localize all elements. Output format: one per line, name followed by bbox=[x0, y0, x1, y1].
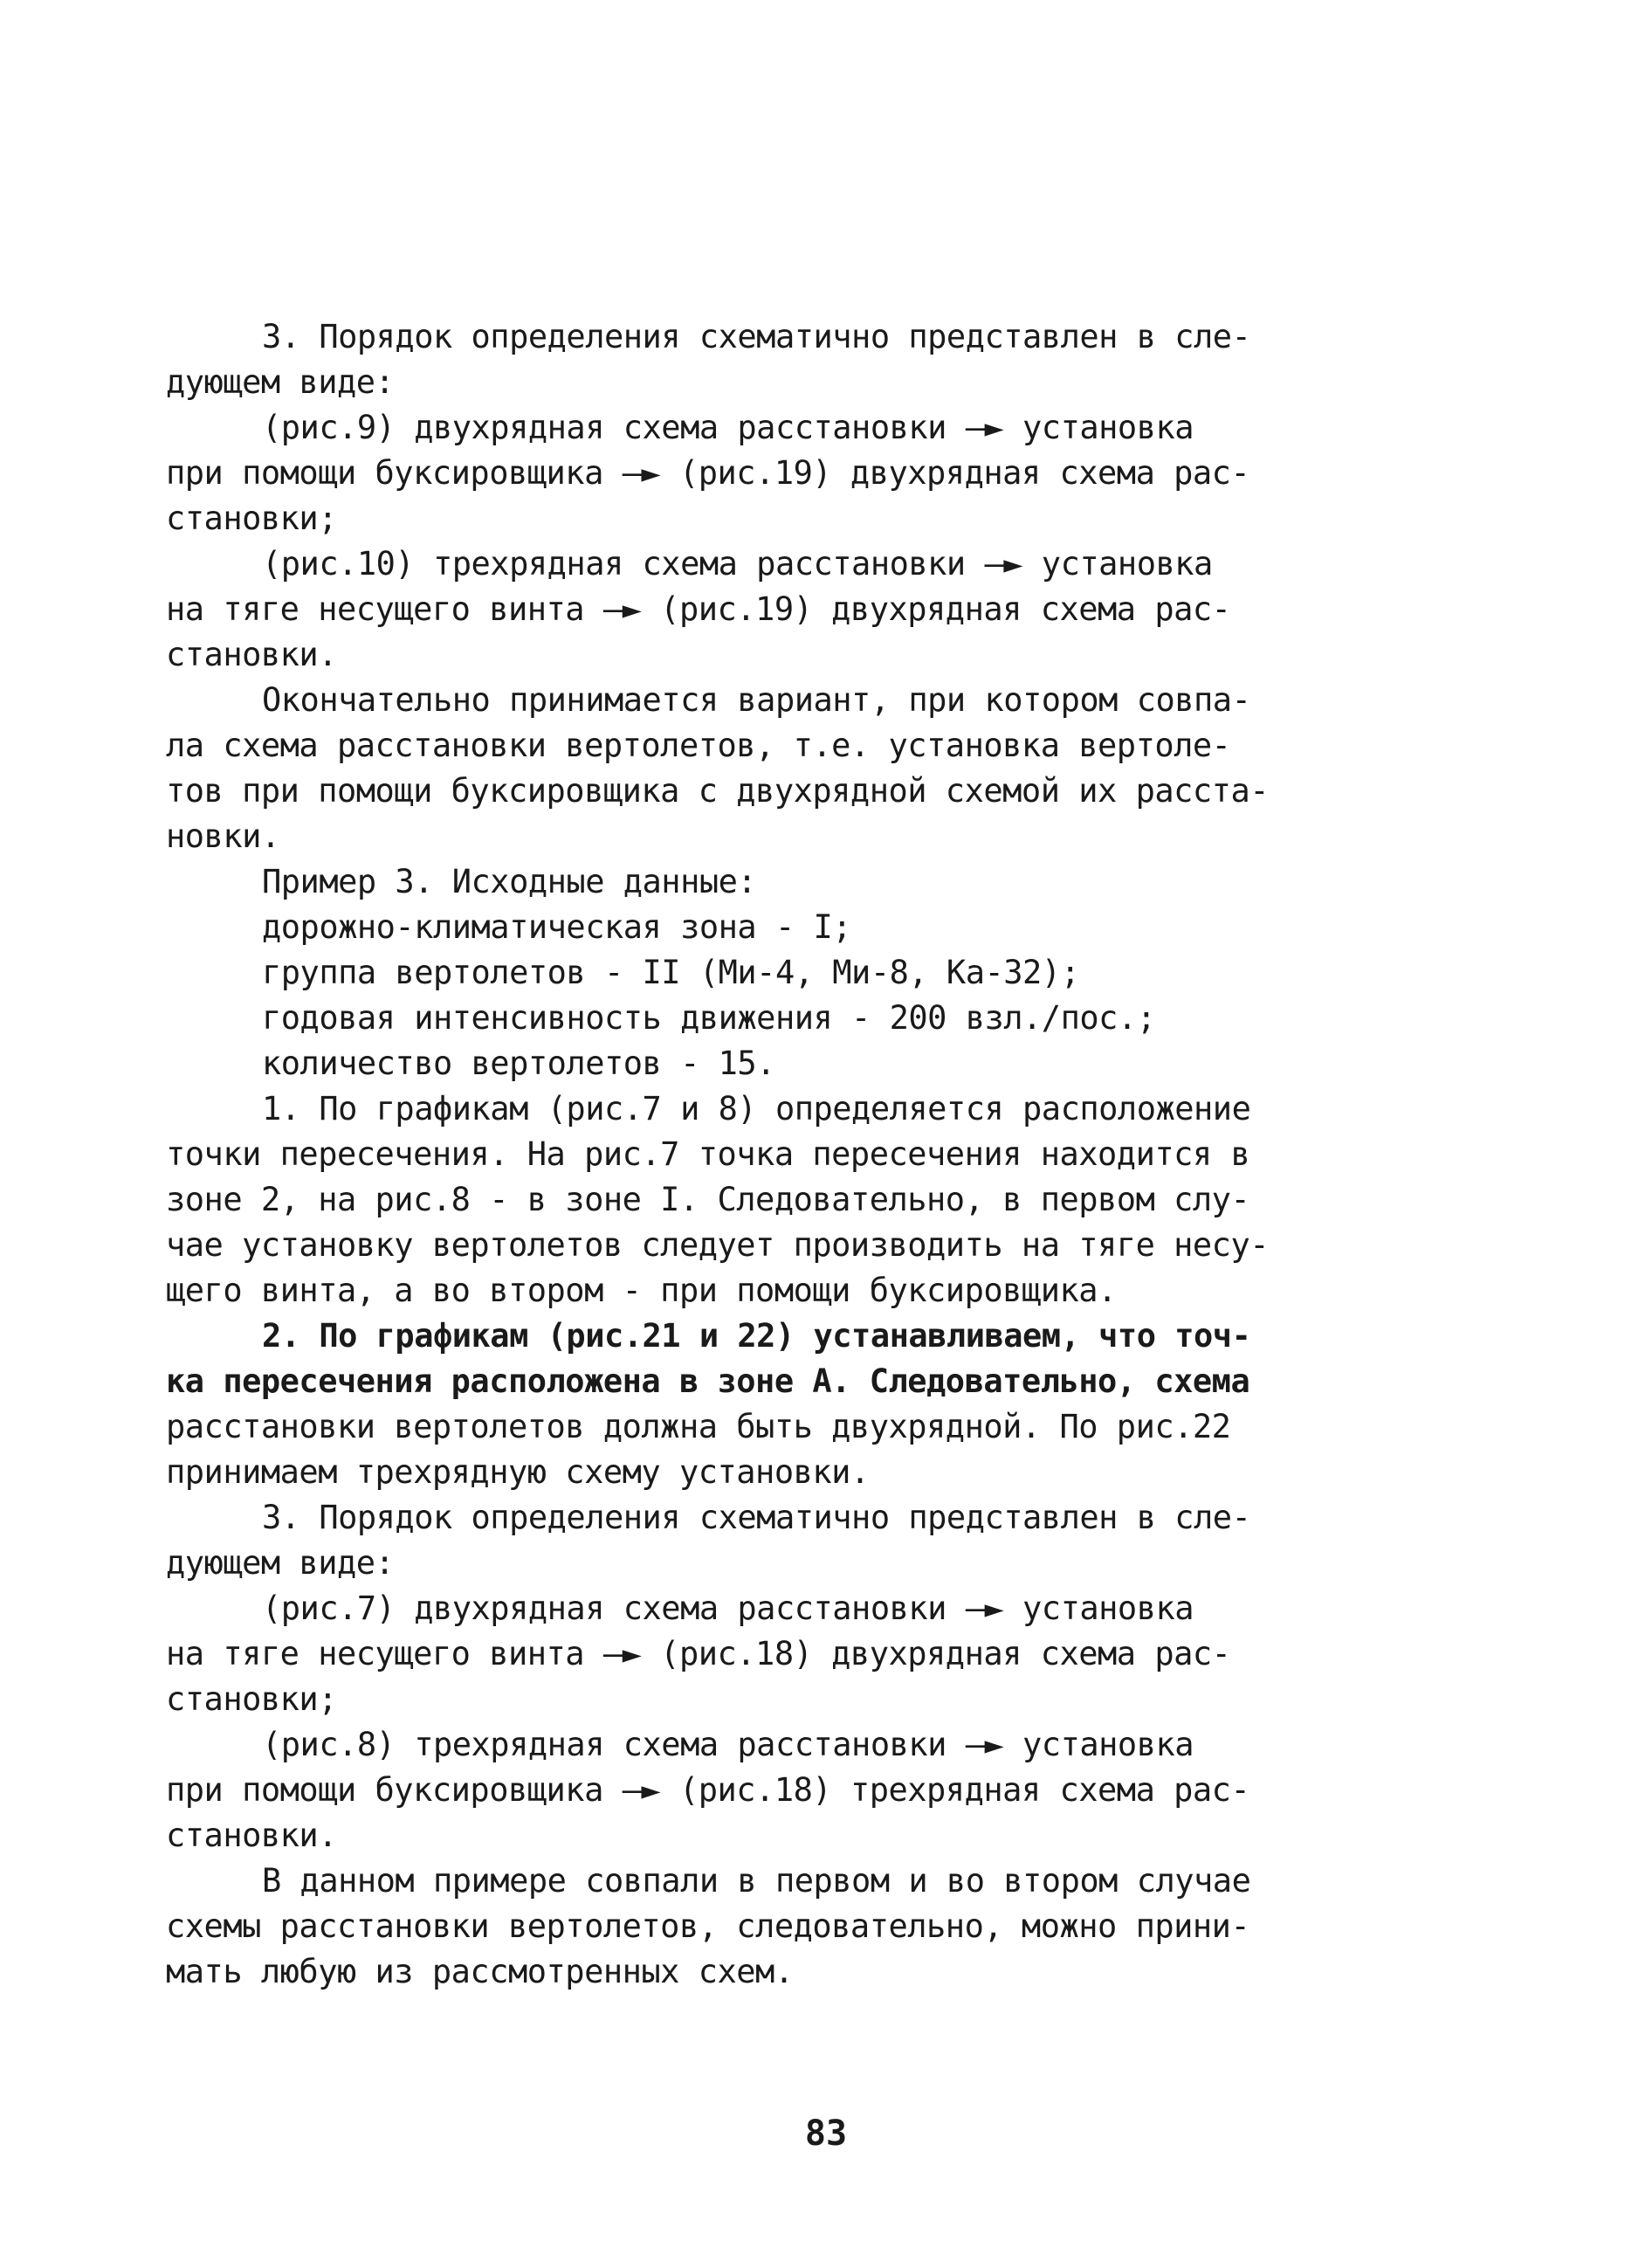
text-line: 2. По графикам (рис.21 и 22) устанавливаем, что точ- bbox=[262, 1317, 1251, 1355]
text-line: В данном примере совпали в первом и во втором случае bbox=[262, 1862, 1251, 1900]
text-line: (рис.8) трехрядная схема расстановки —► установка bbox=[262, 1726, 1194, 1763]
text-line: ла схема расстановки вертолетов, т.е. установка вертоле- bbox=[166, 727, 1231, 764]
document-body bbox=[166, 314, 1270, 1995]
text-line: (рис.7) двухрядная схема расстановки —► установка bbox=[262, 1590, 1194, 1627]
text-line: Окончательно принимается вариант, при котором совпа- bbox=[262, 681, 1251, 719]
text-line: (рис.10) трехрядная схема расстановки —► установка bbox=[262, 545, 1213, 583]
text-line: становки. bbox=[166, 1817, 337, 1854]
text-line: дующем виде: bbox=[166, 363, 395, 401]
text-line: 3. Порядок определения схематично представлен в сле- bbox=[262, 1499, 1251, 1536]
text-line: дорожно-климатическая зона - I; bbox=[262, 908, 852, 946]
text-line: 1. По графикам (рис.7 и 8) определяется расположение bbox=[262, 1090, 1251, 1128]
text-line: 3. Порядок определения схематично представлен в сле- bbox=[262, 318, 1251, 355]
text-line: точки пересечения. На рис.7 точка пересечения находится в bbox=[166, 1135, 1250, 1173]
text-line: количество вертолетов - 15. bbox=[262, 1045, 775, 1082]
text-line: тов при помощи буксировщика с двухрядной схемой их расста- bbox=[166, 772, 1270, 810]
text-line: Пример 3. Исходные данные: bbox=[262, 863, 757, 900]
text-line: на тяге несущего винта —► (рис.18) двухрядная схема рас- bbox=[166, 1635, 1231, 1672]
text-line: (рис.9) двухрядная схема расстановки —► установка bbox=[262, 409, 1194, 446]
text-line: принимаем трехрядную схему установки. bbox=[166, 1453, 870, 1491]
text-line: мать любую из рассмотренных схем. bbox=[166, 1953, 794, 1990]
text-line: расстановки вертолетов должна быть двухрядной. По рис.22 bbox=[166, 1408, 1231, 1445]
text-line: становки; bbox=[166, 1680, 337, 1718]
text-line: щего винта, а во втором - при помощи буксировщика. bbox=[166, 1272, 1117, 1309]
text-line: на тяге несущего винта —► (рис.19) двухрядная схема рас- bbox=[166, 590, 1231, 628]
text-line: дующем виде: bbox=[166, 1544, 395, 1582]
text-line: ка пересечения расположена в зоне А. Следовательно, схема bbox=[166, 1362, 1250, 1400]
text-line: становки. bbox=[166, 636, 337, 673]
text-line: схемы расстановки вертолетов, следовательно, можно прини- bbox=[166, 1907, 1250, 1945]
text-line: новки. bbox=[166, 817, 280, 855]
text-line: чае установку вертолетов следует производить на тяге несу- bbox=[166, 1226, 1270, 1264]
text-line: группа вертолетов - II (Ми-4, Ми-8, Ка-32); bbox=[262, 954, 1080, 991]
text-line: годовая интенсивность движения - 200 взл./пос.; bbox=[262, 999, 1156, 1037]
text-line: зоне 2, на рис.8 - в зоне I. Следовательно, в первом слу- bbox=[166, 1181, 1250, 1218]
text-line: при помощи буксировщика —► (рис.18) трехрядная схема рас- bbox=[166, 1771, 1250, 1809]
text-line: становки; bbox=[166, 500, 337, 537]
page-number: 83 bbox=[804, 2114, 848, 2154]
text-line: при помощи буксировщика —► (рис.19) двухрядная схема рас- bbox=[166, 454, 1250, 492]
